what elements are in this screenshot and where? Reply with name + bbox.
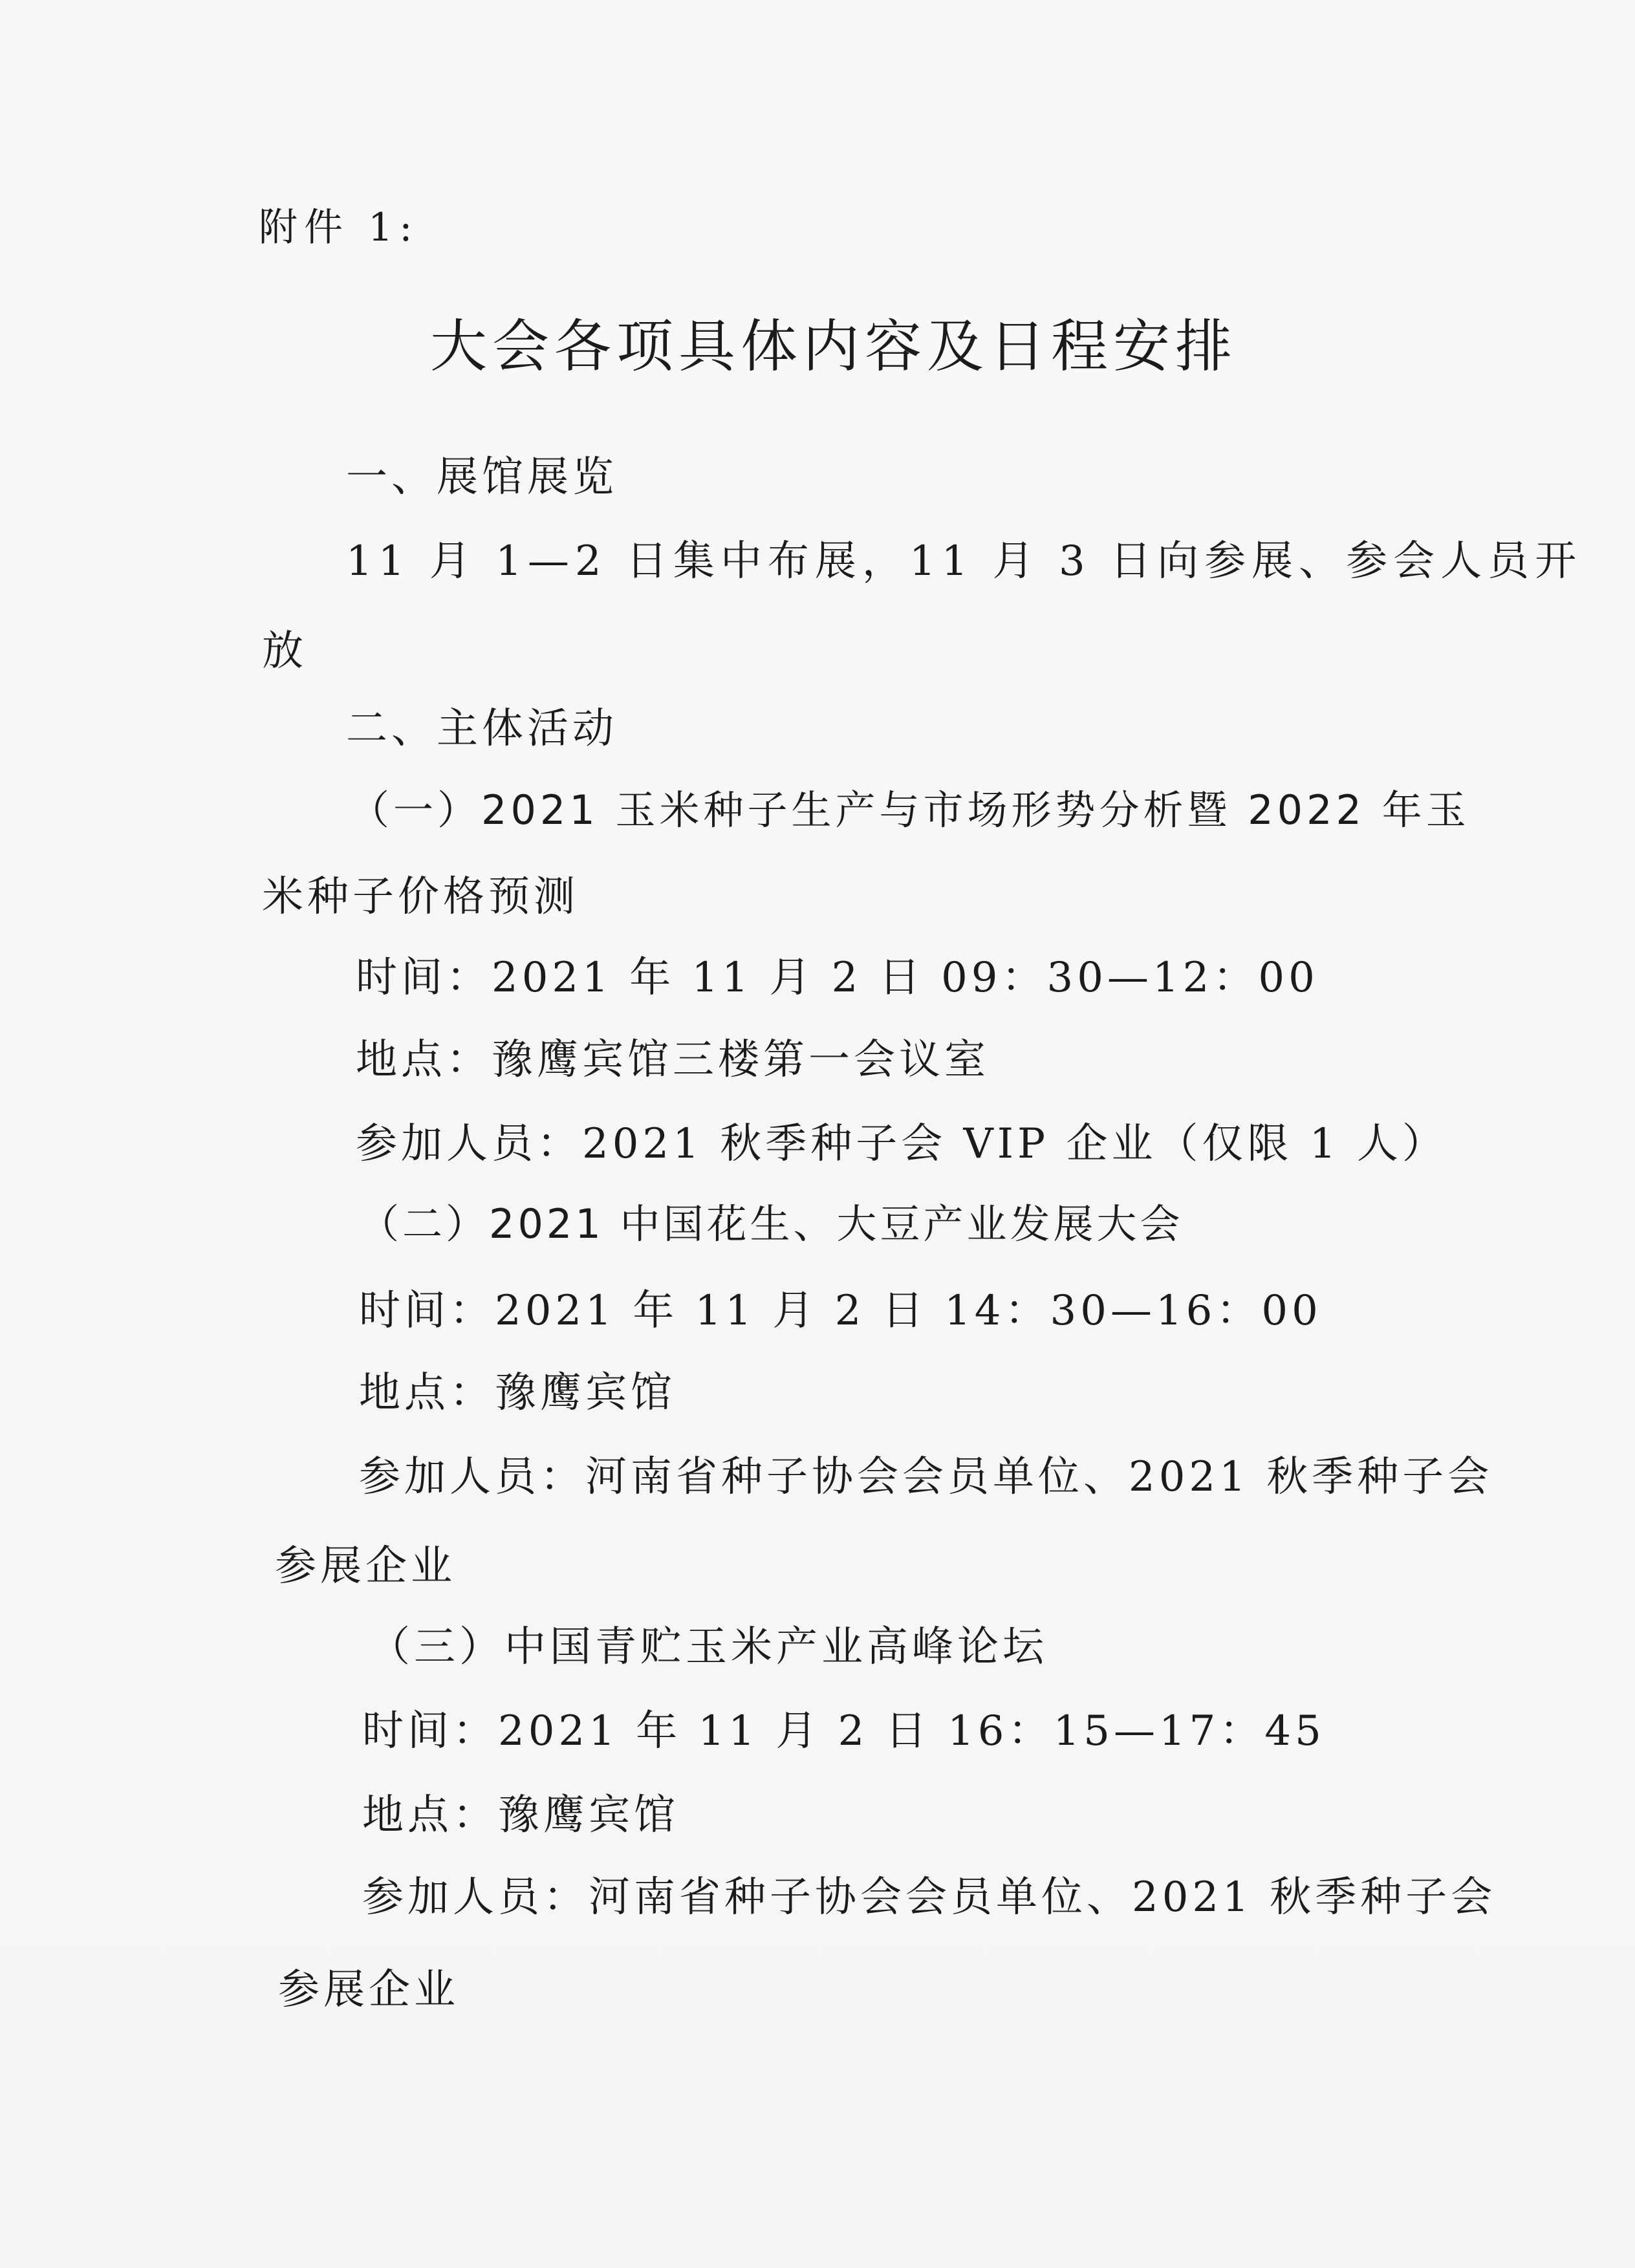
section-heading-exhibition: 一、展馆展览 <box>346 453 618 501</box>
document-title: 大会各项具体内容及日程安排 <box>430 313 1238 380</box>
event-1-title-line-2: 米种子价格预测 <box>262 873 579 921</box>
exhibition-text-line-2: 放 <box>262 627 307 675</box>
section-heading-main-activities: 二、主体活动 <box>346 705 618 753</box>
event-3-participants-line-2: 参展企业 <box>278 1966 459 2014</box>
event-1-time: 时间：2021 年 11 月 2 日 09：30—12：00 <box>356 954 1319 1002</box>
event-2-participants-line-1: 参加人员：河南省种子协会会员单位、2021 秋季种子会 <box>359 1453 1493 1501</box>
event-2-place: 地点：豫鹰宾馆 <box>359 1369 676 1417</box>
event-3-time: 时间：2021 年 11 月 2 日 16：15—17：45 <box>362 1707 1325 1755</box>
event-2-participants-line-2: 参展企业 <box>275 1542 456 1590</box>
attachment-label: 附件 1: <box>259 205 419 250</box>
exhibition-text-line-1: 11 月 1—2 日集中布展，11 月 3 日向参展、参会人员开 <box>346 537 1583 585</box>
event-1-title-line-1: （一）2021 玉米种子生产与市场形势分析暨 2022 年玉 <box>349 786 1470 834</box>
event-3-place: 地点：豫鹰宾馆 <box>362 1791 679 1839</box>
event-3-participants-line-1: 参加人员：河南省种子协会会员单位、2021 秋季种子会 <box>362 1874 1497 1921</box>
event-1-place: 地点：豫鹰宾馆三楼第一会议室 <box>356 1036 990 1084</box>
event-2-title: （二）2021 中国花生、大豆产业发展大会 <box>359 1200 1184 1247</box>
event-3-title: （三）中国青贮玉米产业高峰论坛 <box>369 1623 1048 1671</box>
event-2-time: 时间：2021 年 11 月 2 日 14：30—16：00 <box>359 1287 1322 1335</box>
event-1-participants: 参加人员：2021 秋季种子会 VIP 企业（仅限 1 人） <box>356 1120 1447 1168</box>
